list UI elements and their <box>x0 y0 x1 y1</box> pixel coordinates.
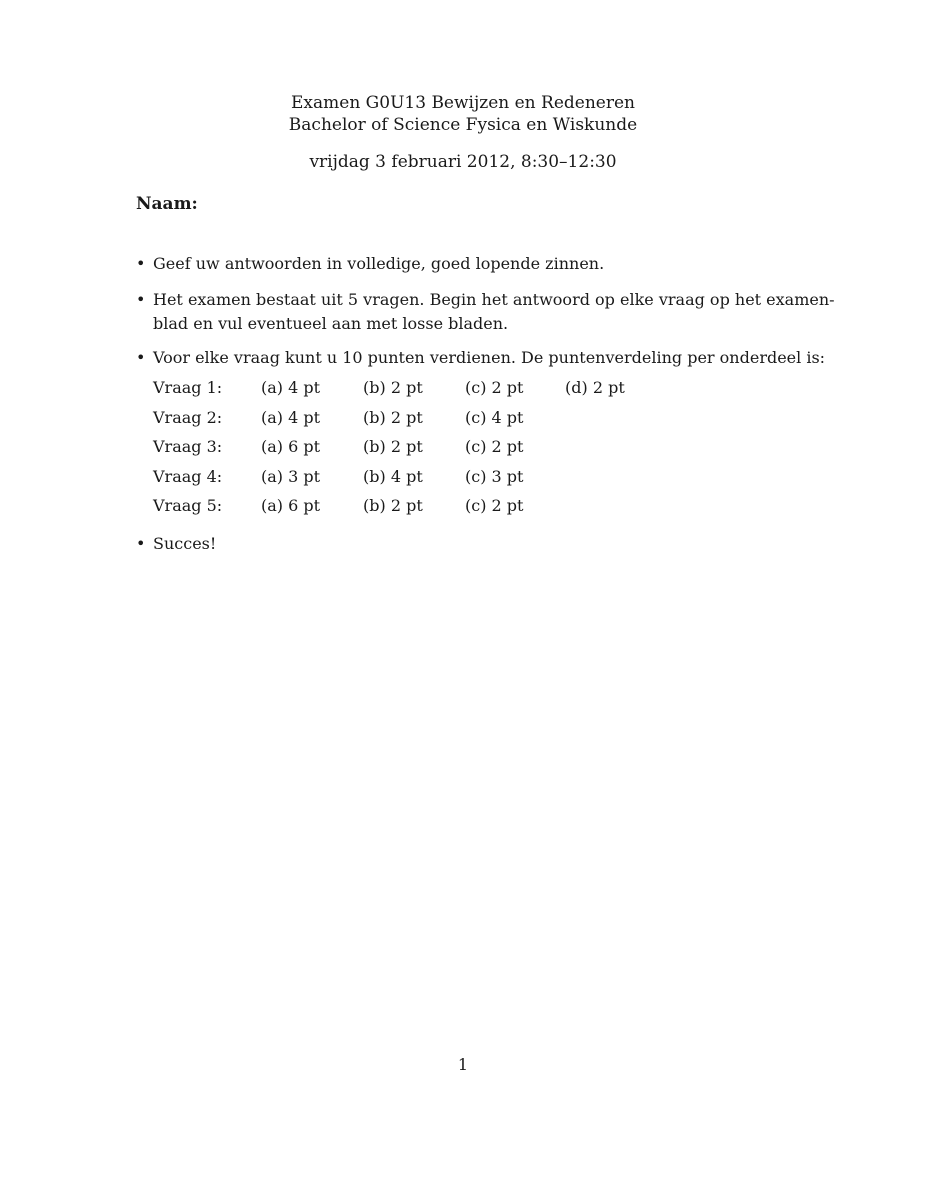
points-row <box>153 435 645 465</box>
instruction-text: Succes! <box>153 534 217 553</box>
page-number: 1 <box>457 1055 469 1074</box>
bullet-icon: • <box>136 348 146 367</box>
part-a-points: (a) 4 pt <box>261 378 321 397</box>
part-c-points: (c) 2 pt <box>465 437 524 456</box>
instruction-text: Geef uw antwoorden in volledige, goed lopende zinnen. <box>153 254 605 273</box>
part-d-points <box>565 435 645 465</box>
points-distribution-table <box>153 376 645 524</box>
question-label: Vraag 5: <box>153 496 223 515</box>
question-label: Vraag 2: <box>153 407 223 427</box>
instruction-item <box>136 346 833 524</box>
instruction-text: Voor elke vraag kunt u 10 punten verdienen. De puntenverdeling per onderdeel is: <box>153 348 826 367</box>
points-row <box>153 494 645 524</box>
instruction-item <box>136 532 833 556</box>
part-c-points: (c) 3 pt <box>465 466 524 486</box>
exam-date: vrijdag 3 februari 2012, 8:30–12:30 <box>309 152 617 172</box>
question-label: Vraag 4: <box>153 466 223 486</box>
bullet-icon: • <box>136 534 146 553</box>
part-a-points: (a) 4 pt <box>261 407 321 427</box>
part-c-points: (c) 2 pt <box>465 496 524 515</box>
part-d-points <box>565 406 645 436</box>
part-d-points: (d) 2 pt <box>565 378 625 397</box>
program-title: Bachelor of Science Fysica en Wiskunde <box>288 115 638 135</box>
part-d-points <box>565 494 645 524</box>
question-label: Vraag 1: <box>153 378 223 397</box>
points-row <box>153 406 645 436</box>
part-b-points: (b) 4 pt <box>363 466 423 486</box>
part-c-points: (c) 4 pt <box>465 407 524 427</box>
instruction-item <box>136 252 833 276</box>
part-b-points: (b) 2 pt <box>363 437 423 456</box>
bullet-icon: • <box>136 254 146 273</box>
part-a-points: (a) 6 pt <box>261 496 321 515</box>
part-b-points: (b) 2 pt <box>363 496 423 515</box>
instruction-text-line2: blad en vul eventueel aan met losse bladen. <box>153 314 509 333</box>
exam-title: Examen G0U13 Bewijzen en Redeneren <box>291 93 635 113</box>
instruction-text-line1: Het examen bestaat uit 5 vragen. Begin het antwoord op elke vraag op het examen- <box>153 290 835 309</box>
points-row <box>153 465 645 495</box>
part-b-points: (b) 2 pt <box>363 378 423 397</box>
name-label: Naam: <box>136 194 198 214</box>
instruction-item <box>136 288 833 336</box>
part-a-points: (a) 3 pt <box>261 466 321 486</box>
part-a-points: (a) 6 pt <box>261 437 321 456</box>
part-c-points: (c) 2 pt <box>465 378 524 397</box>
question-label: Vraag 3: <box>153 437 223 456</box>
points-row <box>153 376 645 406</box>
part-b-points: (b) 2 pt <box>363 407 423 427</box>
bullet-icon: • <box>136 290 146 309</box>
part-d-points <box>565 465 645 495</box>
